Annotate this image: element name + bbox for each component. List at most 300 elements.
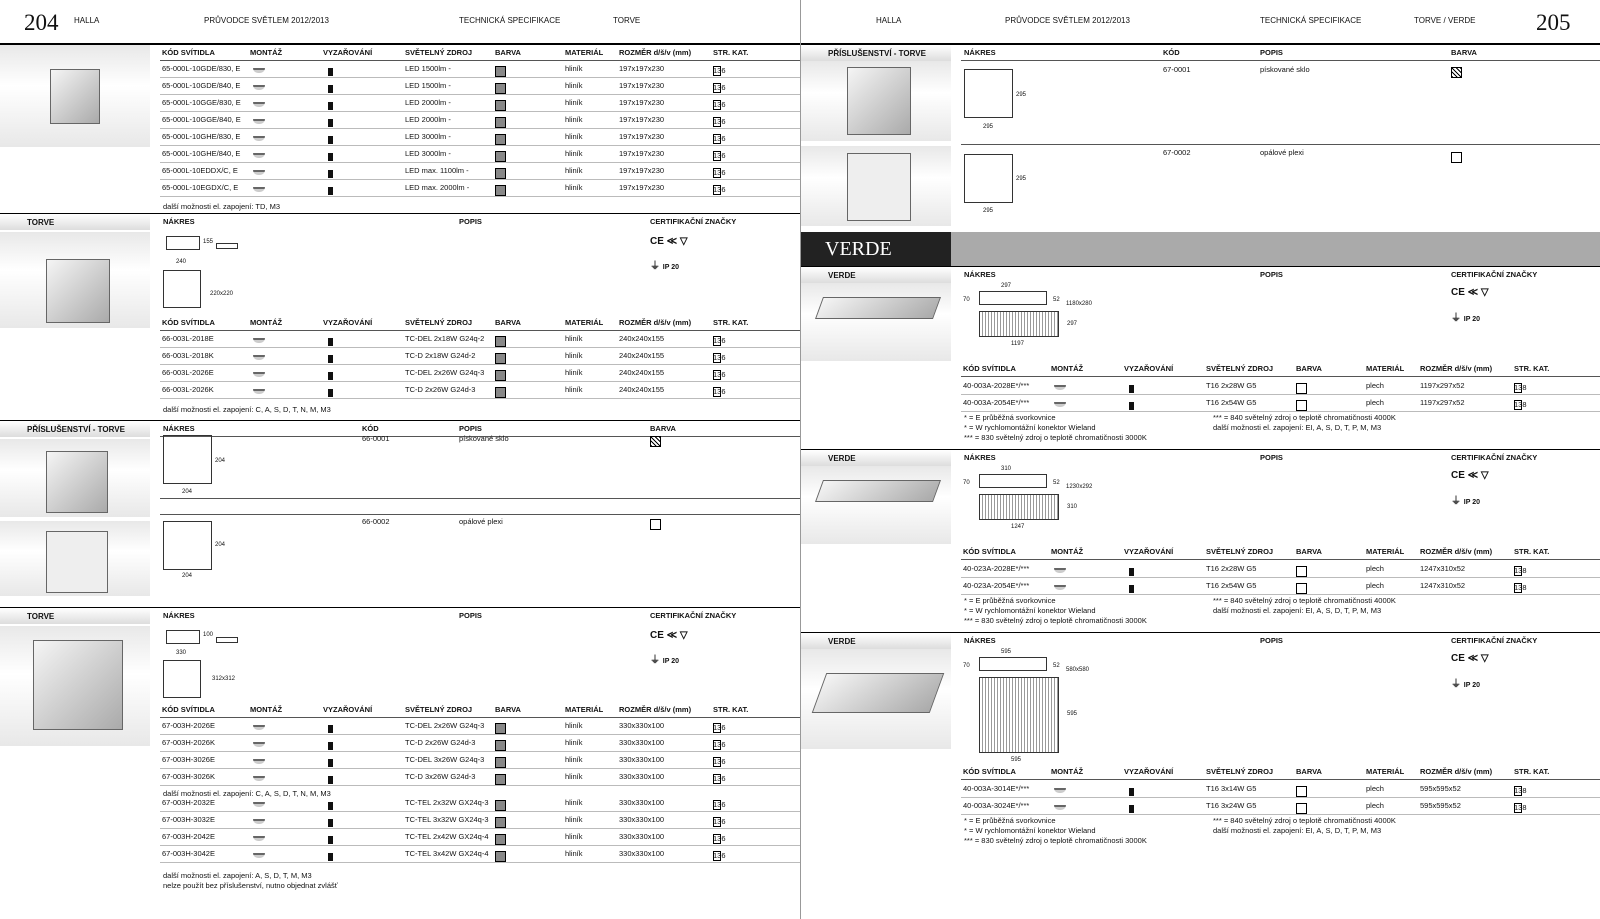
accessory-row xyxy=(1161,62,1600,79)
dimension: 1247x310x52 xyxy=(1420,581,1466,590)
material: hliník xyxy=(565,115,583,124)
white-swatch xyxy=(495,83,506,94)
barva-header: BARVA xyxy=(1296,364,1322,373)
montaz-header: MONTÁŽ xyxy=(250,705,283,714)
table-header xyxy=(961,764,1600,780)
section-title: TORVE xyxy=(0,214,150,230)
vyz-header: VYZAŘOVÁNÍ xyxy=(1124,547,1174,556)
white-swatch xyxy=(495,151,506,162)
material: plech xyxy=(1366,564,1384,573)
note: * = E průběžná svorkovnice * = W rychlomontážní konektor Wieland *** = 830 světelný zdroj o teplotě chromatičnosti 3000K xyxy=(964,816,1147,845)
cert-header: CERTIFIKAČNÍ ZNAČKY xyxy=(650,611,737,620)
code: 40-003A-2028E*/*** xyxy=(963,381,1030,390)
material: hliník xyxy=(565,81,583,90)
material: hliník xyxy=(565,385,583,394)
dim-label: 100 xyxy=(203,632,214,638)
note: další možnosti el. zapojení: TD, M3 xyxy=(163,202,280,211)
product-block-led xyxy=(0,44,800,214)
note: * = E průběžná svorkovnice * = W rychlomontážní konektor Wieland *** = 830 světelný zdroj o teplotě chromatičnosti 3000K xyxy=(964,596,1147,625)
material: hliník xyxy=(565,815,583,824)
dimension: 240x240x155 xyxy=(619,334,665,343)
accessory-drawing xyxy=(964,154,1013,203)
code: 40-003A-2054E*/*** xyxy=(963,398,1030,407)
white-swatch xyxy=(495,387,506,398)
dimension: 1247x310x52 xyxy=(1420,564,1466,573)
dim-label: 297 xyxy=(1067,321,1078,327)
popis-header: POPIS xyxy=(459,217,482,226)
dimension: 240x240x155 xyxy=(619,351,665,360)
rozmer-header: ROZMĚR d/š/v (mm) xyxy=(1420,547,1493,556)
top-drawing xyxy=(163,660,201,698)
verde-lamp-image xyxy=(815,297,941,319)
material: plech xyxy=(1366,381,1384,390)
light-source: LED 3000lm - xyxy=(405,149,451,158)
popis-header: POPIS xyxy=(1260,270,1283,279)
series-title: TORVE / VERDE xyxy=(1414,16,1476,25)
dim-label: 204 xyxy=(215,542,226,548)
light-source: T16 2x54W G5 xyxy=(1206,398,1257,407)
dimension: 197x197x230 xyxy=(619,149,665,158)
light-source: TC-DEL 3x26W G24q-3 xyxy=(405,755,485,764)
ce-icon: CE ≪ ▽ xyxy=(1451,470,1489,481)
light-source: TC-D 2x18W G24d-2 xyxy=(405,351,476,360)
white-swatch xyxy=(495,168,506,179)
dimension: 197x197x230 xyxy=(619,166,665,175)
dimension: 330x330x100 xyxy=(619,738,665,747)
mat-header: MATERIÁL xyxy=(565,48,604,57)
material: hliník xyxy=(565,132,583,141)
dimension: 197x197x230 xyxy=(619,98,665,107)
verde-banner xyxy=(801,232,1600,266)
brand: HALLA xyxy=(74,16,100,25)
side-drawing xyxy=(166,236,200,250)
white-swatch xyxy=(1296,583,1307,594)
dim-label: 52 xyxy=(1053,297,1060,303)
table-row: 40-023A-2054E*/*** T16 2x54W G5 plech 1247x310x52 138 xyxy=(961,578,1600,595)
side-drawing xyxy=(979,474,1047,488)
color-swatch xyxy=(650,436,661,447)
light-source: T16 2x28W G5 xyxy=(1206,564,1257,573)
table-header xyxy=(160,45,800,61)
note: *** = 840 světelný zdroj o teplotě chromatičnosti 4000K další možnosti el. zapojení: EI, A, S, D, T, P, M, M3 xyxy=(1213,413,1396,432)
note: *** = 840 světelný zdroj o teplotě chromatičnosti 4000K další možnosti el. zapojení: EI, A, S, D, T, P, M, M3 xyxy=(1213,816,1396,835)
table-row: 67-003H-3032E TC-TEL 3x32W GX24q-3 hliník 330x330x100 136 xyxy=(160,812,800,829)
dim-label: 1197 xyxy=(1011,341,1024,347)
light-source: LED max. 2000lm - xyxy=(405,183,470,192)
dim-label: 70 xyxy=(963,663,970,669)
table-row: 67-003H-2026K TC-D 2x26W G24d-3 hliník 330x330x100 136 xyxy=(160,735,800,752)
light-source: TC-TEL 3x32W GX24q-3 xyxy=(405,815,489,824)
montaz-header: MONTÁŽ xyxy=(250,318,283,327)
accessories-block xyxy=(0,420,800,607)
kod-header: KÓD SVÍTIDLA xyxy=(162,705,215,714)
series-title: TORVE xyxy=(613,16,641,25)
table-row: 67-003H-3026E TC-DEL 3x26W G24q-3 hliník 330x330x100 136 xyxy=(160,752,800,769)
barva-header: BARVA xyxy=(495,318,521,327)
light-source: TC-D 3x26W G24d-3 xyxy=(405,772,476,781)
nakres-header: NÁKRES xyxy=(163,424,195,433)
light-source: TC-TEL 3x42W GX24q-4 xyxy=(405,849,489,858)
section-title: VERDE xyxy=(801,450,951,466)
note: další možnosti el. zapojení: C, A, S, D, T, N, M, M3 xyxy=(163,405,331,414)
code: 66-0001 xyxy=(362,434,390,443)
white-swatch xyxy=(495,117,506,128)
material: hliník xyxy=(565,98,583,107)
cert-header: CERTIFIKAČNÍ ZNAČKY xyxy=(1451,453,1538,462)
code: 40-023A-2054E*/*** xyxy=(963,581,1030,590)
kod-header: KÓD SVÍTIDLA xyxy=(162,48,215,57)
light-source: LED 3000lm - xyxy=(405,132,451,141)
dimension: 330x330x100 xyxy=(619,832,665,841)
white-swatch xyxy=(495,800,506,811)
kod-header: KÓD SVÍTIDLA xyxy=(963,767,1016,776)
ip-rating: IP 20 xyxy=(1463,682,1480,689)
white-swatch xyxy=(495,774,506,785)
material: hliník xyxy=(565,351,583,360)
brand: HALLA xyxy=(876,16,902,25)
product-photo xyxy=(801,466,951,544)
dimension: 197x197x230 xyxy=(619,81,665,90)
dim-label: 240 xyxy=(176,259,187,265)
sandblasted-glass-image xyxy=(847,67,911,135)
nakres-header: NÁKRES xyxy=(964,48,996,57)
dimension: 240x240x155 xyxy=(619,368,665,377)
code: 67-003H-2026E xyxy=(162,721,215,730)
dim-label: 295 xyxy=(983,208,994,214)
light-source: LED 2000lm - xyxy=(405,98,451,107)
table-header xyxy=(961,544,1600,560)
code: 66-003L-2026K xyxy=(162,385,214,394)
accessory-drawing xyxy=(163,521,212,570)
dimension: 330x330x100 xyxy=(619,721,665,730)
code: 40-003A-3024E*/*** xyxy=(963,801,1030,810)
code: 66-003L-2018E xyxy=(162,334,214,343)
str-header: STR. KAT. xyxy=(713,705,749,714)
code: 67-003H-2032E xyxy=(162,798,215,807)
dim-label: 204 xyxy=(215,458,226,464)
mat-header: MATERIÁL xyxy=(1366,767,1405,776)
material: plech xyxy=(1366,784,1384,793)
light-source: TC-TEL 2x42W GX24q-4 xyxy=(405,832,489,841)
dim-label: 155 xyxy=(203,239,214,245)
right-page xyxy=(800,0,1600,919)
top-drawing xyxy=(979,311,1059,337)
page-header xyxy=(801,0,1600,44)
str-header: STR. KAT. xyxy=(1514,767,1550,776)
material: hliník xyxy=(565,772,583,781)
dim-label: 70 xyxy=(963,297,970,303)
white-swatch xyxy=(495,723,506,734)
zdroj-header: SVĚTELNÝ ZDROJ xyxy=(1206,547,1274,556)
dim-label: 204 xyxy=(182,573,193,579)
dimension: 595x595x52 xyxy=(1420,801,1461,810)
dimension: 330x330x100 xyxy=(619,772,665,781)
note: *** = 840 světelný zdroj o teplotě chromatičnosti 4000K další možnosti el. zapojení: EI, A, S, D, T, P, M, M3 xyxy=(1213,596,1396,615)
rozmer-header: ROZMĚR d/š/v (mm) xyxy=(1420,767,1493,776)
product-block-torve-330 xyxy=(0,607,800,907)
str-header: STR. KAT. xyxy=(1514,547,1550,556)
dim-label: 295 xyxy=(983,124,994,130)
montaz-header: MONTÁŽ xyxy=(1051,767,1084,776)
accessories-block xyxy=(801,44,1600,232)
accessory-row xyxy=(360,514,800,531)
table-row: 67-003H-3026K TC-D 3x26W G24d-3 hliník 330x330x100 136 xyxy=(160,769,800,786)
table-row: 66-003L-2018K TC-D 2x18W G24d-2 hliník 240x240x155 136 xyxy=(160,348,800,365)
table-row: 66-003L-2018E TC-DEL 2x18W G24q-2 hliník 240x240x155 136 xyxy=(160,331,800,348)
dimension: 240x240x155 xyxy=(619,385,665,394)
white-swatch xyxy=(495,66,506,77)
color-swatch xyxy=(1451,152,1462,163)
material: hliník xyxy=(565,738,583,747)
code: 65-000L-10GHE/840, E xyxy=(162,149,241,158)
light-source: LED 1500lm - xyxy=(405,81,451,90)
vyz-header: VYZAŘOVÁNÍ xyxy=(323,48,373,57)
table-row: 67-003H-2042E TC-TEL 2x42W GX24q-4 hliník 330x330x100 136 xyxy=(160,829,800,846)
accessory-row xyxy=(360,431,800,448)
note: další možnosti el. zapojení: C, A, S, D, T, N, M, M3 xyxy=(163,789,331,798)
white-swatch xyxy=(1296,566,1307,577)
dim-label: 1247 xyxy=(1011,524,1025,530)
section-title: VERDE xyxy=(801,633,951,649)
kod-header: KÓD SVÍTIDLA xyxy=(963,547,1016,556)
popis-header: POPIS xyxy=(1260,636,1283,645)
white-swatch xyxy=(495,851,506,862)
white-swatch xyxy=(495,757,506,768)
code: 67-003H-3026E xyxy=(162,755,215,764)
dim-label: 330 xyxy=(176,650,187,656)
rozmer-header: ROZMĚR d/š/v (mm) xyxy=(619,705,692,714)
top-drawing xyxy=(979,677,1059,753)
ce-icon: CE ≪ ▽ xyxy=(1451,653,1489,664)
page-number: 205 xyxy=(1536,10,1571,35)
table-row: 67-003H-2026E TC-DEL 2x26W G24q-3 hliník 330x330x100 136 xyxy=(160,718,800,735)
spec-title: TECHNICKÁ SPECIFIKACE xyxy=(459,16,561,25)
note: * = E průběžná svorkovnice * = W rychlomontážní konektor Wieland *** = 830 světelný zdroj o teplotě chromatičnosti 3000K xyxy=(964,413,1147,442)
table-header xyxy=(160,315,800,331)
table-header xyxy=(961,361,1600,377)
white-swatch xyxy=(495,185,506,196)
dim-label: 595 xyxy=(1067,711,1078,717)
white-swatch xyxy=(495,353,506,364)
table-row: 67-003H-3042E TC-TEL 3x42W GX24q-4 hliník 330x330x100 136 xyxy=(160,846,800,863)
dim-label: 52 xyxy=(1053,663,1060,669)
vyz-header: VYZAŘOVÁNÍ xyxy=(1124,767,1174,776)
barva-header: BARVA xyxy=(495,48,521,57)
accessory-drawing xyxy=(964,69,1013,118)
light-source: TC-TEL 2x32W GX24q-3 xyxy=(405,798,489,807)
light-source: TC-DEL 2x26W G24q-3 xyxy=(405,368,485,377)
white-swatch xyxy=(495,370,506,381)
material: hliník xyxy=(565,149,583,158)
dim-label: 297 xyxy=(1001,283,1012,289)
dimension: 197x197x230 xyxy=(619,183,665,192)
ip-rating: IP 20 xyxy=(662,658,679,665)
dimension: 330x330x100 xyxy=(619,755,665,764)
popis-header: POPIS xyxy=(459,611,482,620)
popis-header: POPIS xyxy=(1260,48,1283,57)
barva-header: BARVA xyxy=(1451,48,1477,57)
guide-title: PRŮVODCE SVĚTLEM 2012/2013 xyxy=(204,16,329,25)
white-swatch xyxy=(495,740,506,751)
code: 67-0001 xyxy=(1163,65,1191,74)
light-source: TC-D 2x26W G24d-3 xyxy=(405,738,476,747)
code: 66-0002 xyxy=(362,517,390,526)
opal-plexi-image xyxy=(847,153,911,221)
dimension: 330x330x100 xyxy=(619,849,665,858)
dim-label: 220x220 xyxy=(210,291,234,297)
top-drawing xyxy=(163,270,201,308)
code: 67-0002 xyxy=(1163,148,1191,157)
dim-label: 310 xyxy=(1001,466,1012,472)
mat-header: MATERIÁL xyxy=(565,705,604,714)
ce-icon: CE ≪ ▽ xyxy=(650,236,688,247)
torve-lamp-image xyxy=(33,640,123,730)
light-source: TC-DEL 2x26W G24q-3 xyxy=(405,721,485,730)
code: 67-003H-2042E xyxy=(162,832,215,841)
kod-header: KÓD SVÍTIDLA xyxy=(162,318,215,327)
code: 65-000L-10GGE/830, E xyxy=(162,98,241,107)
montaz-header: MONTÁŽ xyxy=(1051,364,1084,373)
dim-label: 52 xyxy=(1053,480,1060,486)
dimension: 197x197x230 xyxy=(619,132,665,141)
table-row: 66-003L-2026E TC-DEL 2x26W G24q-3 hliník 240x240x155 136 xyxy=(160,365,800,382)
table-row: 65-000L-10GDE/840, E LED 1500lm - hliník 197x197x230 136 xyxy=(160,78,800,95)
table-row: 65-000L-10EGDX/C, E LED max. 2000lm - hliník 197x197x230 136 xyxy=(160,180,800,197)
material: hliník xyxy=(565,798,583,807)
zdroj-header: SVĚTELNÝ ZDROJ xyxy=(405,705,473,714)
ip-rating: IP 20 xyxy=(1463,499,1480,506)
montaz-header: MONTÁŽ xyxy=(1051,547,1084,556)
code: 67-003H-3032E xyxy=(162,815,215,824)
light-source: TC-DEL 2x18W G24q-2 xyxy=(405,334,485,343)
table-row: 65-000L-10GDE/830, E LED 1500lm - hliník 197x197x230 136 xyxy=(160,61,800,78)
material: hliník xyxy=(565,832,583,841)
dimension: 595x595x52 xyxy=(1420,784,1461,793)
light-source: TC-D 2x26W G24d-3 xyxy=(405,385,476,394)
note: další možnosti el. zapojení: A, S, D, T, M, M3 nelze použít bez příslušenství, nutno objednat zvlášť xyxy=(163,871,338,890)
nakres-header: NÁKRES xyxy=(964,636,996,645)
dim-label: 312x312 xyxy=(212,676,236,682)
white-swatch xyxy=(495,134,506,145)
table-row: 40-003A-3024E*/*** T16 3x24W G5 plech 595x595x52 138 xyxy=(961,798,1600,815)
str-header: STR. KAT. xyxy=(713,48,749,57)
color-swatch xyxy=(650,519,661,530)
light-source: LED 1500lm - xyxy=(405,64,451,73)
table-row: 65-000L-10GHE/840, E LED 3000lm - hliník 197x197x230 136 xyxy=(160,146,800,163)
section-title: VERDE xyxy=(801,267,951,283)
desc: pískované sklo xyxy=(1260,65,1310,74)
code: 40-023A-2028E*/*** xyxy=(963,564,1030,573)
light-source: LED 2000lm - xyxy=(405,115,451,124)
rozmer-header: ROZMĚR d/š/v (mm) xyxy=(1420,364,1493,373)
material: hliník xyxy=(565,721,583,730)
ip-rating: IP 20 xyxy=(1463,316,1480,323)
table-row: 40-003A-2054E*/*** T16 2x54W G5 plech 1197x297x52 138 xyxy=(961,395,1600,412)
table-row: 66-003L-2026K TC-D 2x26W G24d-3 hliník 240x240x155 136 xyxy=(160,382,800,399)
table-row: 65-000L-10GGE/830, E LED 2000lm - hliník 197x197x230 136 xyxy=(160,95,800,112)
table-row: 65-000L-10GHE/830, E LED 3000lm - hliník 197x197x230 136 xyxy=(160,129,800,146)
barva-header: BARVA xyxy=(650,424,676,433)
light-source: T16 2x54W G5 xyxy=(1206,581,1257,590)
light-source: T16 3x14W G5 xyxy=(1206,784,1257,793)
str-header: STR. KAT. xyxy=(1514,364,1550,373)
nakres-header: NÁKRES xyxy=(964,453,996,462)
dimension: 1197x297x52 xyxy=(1420,381,1465,390)
material: plech xyxy=(1366,398,1384,407)
color-swatch xyxy=(1451,67,1462,78)
section-title: PŘÍSLUŠENSTVÍ - TORVE xyxy=(0,421,150,437)
code: 66-003L-2018K xyxy=(162,351,214,360)
montaz-header: MONTÁŽ xyxy=(250,48,283,57)
light-source: T16 2x28W G5 xyxy=(1206,381,1257,390)
material: plech xyxy=(1366,581,1384,590)
white-swatch xyxy=(495,336,506,347)
popis-header: POPIS xyxy=(1260,453,1283,462)
ce-icon: CE ≪ ▽ xyxy=(650,630,688,641)
material: hliník xyxy=(565,755,583,764)
opal-plexi-image xyxy=(46,531,108,593)
dim-label: 580x580 xyxy=(1066,667,1090,673)
cert-header: CERTIFIKAČNÍ ZNAČKY xyxy=(650,217,737,226)
spec-title: TECHNICKÁ SPECIFIKACE xyxy=(1260,16,1362,25)
rozmer-header: ROZMĚR d/š/v (mm) xyxy=(619,48,692,57)
zdroj-header: SVĚTELNÝ ZDROJ xyxy=(405,48,473,57)
barva-header: BARVA xyxy=(1296,547,1322,556)
sandblasted-glass-image xyxy=(46,451,108,513)
dim-label: 310 xyxy=(1067,504,1078,510)
table-row: 40-003A-3014E*/*** T16 3x14W G5 plech 595x595x52 138 xyxy=(961,781,1600,798)
white-swatch xyxy=(1296,400,1307,411)
popis-header: POPIS xyxy=(459,424,482,433)
accessory-drawing xyxy=(163,435,212,484)
code: 65-000L-10GHE/830, E xyxy=(162,132,241,141)
material: plech xyxy=(1366,801,1384,810)
code: 67-003H-3042E xyxy=(162,849,215,858)
zdroj-header: SVĚTELNÝ ZDROJ xyxy=(405,318,473,327)
nakres-header: NÁKRES xyxy=(964,270,996,279)
code: 66-003L-2026E xyxy=(162,368,214,377)
white-swatch xyxy=(495,100,506,111)
table-row: 65-000L-10GGE/840, E LED 2000lm - hliník 197x197x230 136 xyxy=(160,112,800,129)
earth-icon: ⏚ IP 20 xyxy=(1451,679,1480,690)
table-header xyxy=(160,702,800,718)
code: 67-003H-2026K xyxy=(162,738,215,747)
section-title: TORVE xyxy=(0,608,150,624)
rozmer-header: ROZMĚR d/š/v (mm) xyxy=(619,318,692,327)
barva-header: BARVA xyxy=(1296,767,1322,776)
dim-label: 1180x280 xyxy=(1066,301,1092,307)
material: hliník xyxy=(565,334,583,343)
dimension: 197x197x230 xyxy=(619,115,665,124)
side-drawing xyxy=(979,291,1047,305)
product-block-verde xyxy=(801,632,1600,882)
dim-label: 70 xyxy=(963,480,970,486)
table-row: 40-003A-2028E*/*** T16 2x28W G5 plech 1197x297x52 138 xyxy=(961,378,1600,395)
code: 40-003A-3014E*/*** xyxy=(963,784,1030,793)
dimension: 1197x297x52 xyxy=(1420,398,1465,407)
kod-header: KÓD xyxy=(1163,48,1180,57)
verde-title: VERDE xyxy=(801,232,951,266)
light-source: LED max. 1100lm - xyxy=(405,166,469,175)
code: 65-000L-10GDE/840, E xyxy=(162,81,241,90)
dim-label: 204 xyxy=(182,489,193,495)
white-swatch xyxy=(495,817,506,828)
product-photo xyxy=(801,283,951,361)
material: hliník xyxy=(565,183,583,192)
ce-icon: CE ≪ ▽ xyxy=(1451,287,1489,298)
desc: pískované sklo xyxy=(459,434,509,443)
dim-label: 295 xyxy=(1016,176,1027,182)
